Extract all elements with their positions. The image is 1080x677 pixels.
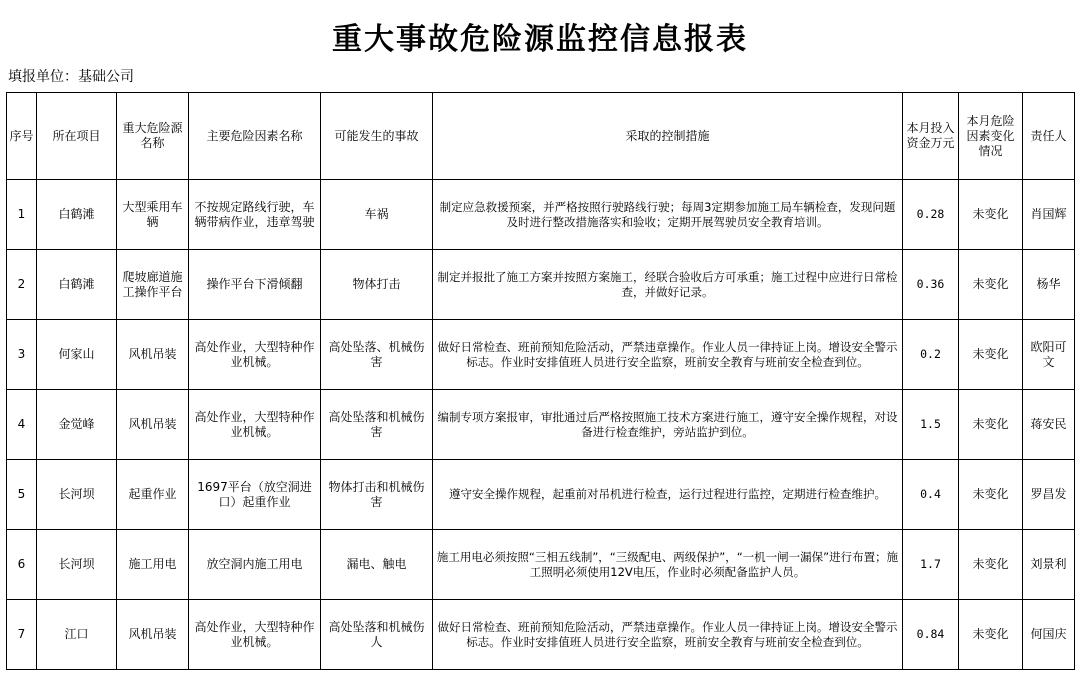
cell-risk-factors: 1697平台（放空洞进口）起重作业 — [189, 460, 321, 530]
cell-index: 6 — [7, 530, 37, 600]
cell-possible-accident: 漏电、触电 — [321, 530, 433, 600]
table-row — [7, 320, 1075, 390]
header-investment: 本月投入资金万元 — [903, 93, 959, 180]
table-row — [7, 530, 1075, 600]
cell-possible-accident: 车祸 — [321, 180, 433, 250]
cell-change-status: 未变化 — [959, 390, 1023, 460]
report-title: 重大事故危险源监控信息报表 — [332, 22, 748, 57]
cell-investment: 0.36 — [903, 250, 959, 320]
cell-responsible-person: 杨华 — [1023, 250, 1075, 320]
cell-hazard-source: 施工用电 — [117, 530, 189, 600]
cell-risk-factors: 操作平台下滑倾翻 — [189, 250, 321, 320]
header-index: 序号 — [7, 93, 37, 180]
cell-project: 长河坝 — [37, 460, 117, 530]
table-row — [7, 460, 1075, 530]
table-header-row — [7, 93, 1075, 180]
cell-responsible-person: 欧阳可文 — [1023, 320, 1075, 390]
cell-risk-factors: 高处作业，大型特种作业机械。 — [189, 320, 321, 390]
cell-index: 3 — [7, 320, 37, 390]
table-row — [7, 390, 1075, 460]
header-responsible-person: 责任人 — [1023, 93, 1075, 180]
cell-possible-accident: 高处坠落、机械伤害 — [321, 320, 433, 390]
cell-investment: 1.5 — [903, 390, 959, 460]
table-row — [7, 250, 1075, 320]
cell-project: 白鹤滩 — [37, 250, 117, 320]
cell-project: 金觉峰 — [37, 390, 117, 460]
cell-project: 何家山 — [37, 320, 117, 390]
header-hazard-source: 重大危险源名称 — [117, 93, 189, 180]
cell-investment: 0.28 — [903, 180, 959, 250]
cell-hazard-source: 风机吊装 — [117, 390, 189, 460]
cell-possible-accident: 物体打击 — [321, 250, 433, 320]
cell-control-measures: 做好日常检查、班前预知危险活动，严禁违章操作。作业人员一律持证上岗。增设安全警示标志。作业时安排值班人员进行安全监察，班前安全教育与班前安全检查到位。 — [433, 600, 903, 670]
cell-hazard-source: 风机吊装 — [117, 320, 189, 390]
cell-project: 长河坝 — [37, 530, 117, 600]
cell-index: 1 — [7, 180, 37, 250]
cell-change-status: 未变化 — [959, 250, 1023, 320]
cell-control-measures: 施工用电必须按照“三相五线制”，“三级配电、两级保护”，“一机一闸一漏保”进行布置；施工照明必须使用12V电压，作业时必须配备监护人员。 — [433, 530, 903, 600]
cell-control-measures: 遵守安全操作规程，起重前对吊机进行检查，运行过程进行监控，定期进行检查维护。 — [433, 460, 903, 530]
cell-investment: 1.7 — [903, 530, 959, 600]
cell-possible-accident: 高处坠落和机械伤人 — [321, 600, 433, 670]
header-possible-accident: 可能发生的事故 — [321, 93, 433, 180]
header-risk-factors: 主要危险因素名称 — [189, 93, 321, 180]
cell-hazard-source: 起重作业 — [117, 460, 189, 530]
cell-change-status: 未变化 — [959, 530, 1023, 600]
cell-change-status: 未变化 — [959, 600, 1023, 670]
table-row — [7, 180, 1075, 250]
cell-investment: 0.84 — [903, 600, 959, 670]
cell-risk-factors: 放空洞内施工用电 — [189, 530, 321, 600]
cell-index: 4 — [7, 390, 37, 460]
cell-investment: 0.2 — [903, 320, 959, 390]
cell-responsible-person: 何国庆 — [1023, 600, 1075, 670]
cell-possible-accident: 高处坠落和机械伤害 — [321, 390, 433, 460]
cell-possible-accident: 物体打击和机械伤害 — [321, 460, 433, 530]
cell-hazard-source: 大型乘用车辆 — [117, 180, 189, 250]
reporting-unit: 填报单位：基础公司 — [8, 69, 134, 85]
cell-hazard-source: 爬坡廊道施工操作平台 — [117, 250, 189, 320]
cell-change-status: 未变化 — [959, 180, 1023, 250]
cell-hazard-source: 风机吊装 — [117, 600, 189, 670]
cell-responsible-person: 肖国辉 — [1023, 180, 1075, 250]
cell-index: 7 — [7, 600, 37, 670]
cell-responsible-person: 刘景利 — [1023, 530, 1075, 600]
header-project: 所在项目 — [37, 93, 117, 180]
cell-responsible-person: 罗昌发 — [1023, 460, 1075, 530]
cell-risk-factors: 不按规定路线行驶，车辆带病作业，违章驾驶 — [189, 180, 321, 250]
cell-investment: 0.4 — [903, 460, 959, 530]
cell-project: 江口 — [37, 600, 117, 670]
cell-change-status: 未变化 — [959, 320, 1023, 390]
cell-control-measures: 制定应急救援预案，并严格按照行驶路线行驶；每周3定期参加施工局车辆检查，发现问题及时进行整改措施落实和验收；定期开展驾驶员安全教育培训。 — [433, 180, 903, 250]
header-change-status: 本月危险因素变化情况 — [959, 93, 1023, 180]
cell-risk-factors: 高处作业，大型特种作业机械。 — [189, 390, 321, 460]
hazard-table — [6, 92, 1075, 670]
cell-project: 白鹤滩 — [37, 180, 117, 250]
cell-control-measures: 编制专项方案报审，审批通过后严格按照施工技术方案进行施工，遵守安全操作规程，对设备进行检查维护，旁站监护到位。 — [433, 390, 903, 460]
cell-change-status: 未变化 — [959, 460, 1023, 530]
cell-control-measures: 制定并报批了施工方案并按照方案施工，经联合验收后方可承重；施工过程中应进行日常检查，并做好记录。 — [433, 250, 903, 320]
cell-control-measures: 做好日常检查、班前预知危险活动，严禁违章操作。作业人员一律持证上岗。增设安全警示标志。作业时安排值班人员进行安全监察，班前安全教育与班前安全检查到位。 — [433, 320, 903, 390]
cell-risk-factors: 高处作业，大型特种作业机械。 — [189, 600, 321, 670]
table-row — [7, 600, 1075, 670]
header-control-measures: 采取的控制措施 — [433, 93, 903, 180]
cell-responsible-person: 蒋安民 — [1023, 390, 1075, 460]
cell-index: 5 — [7, 460, 37, 530]
cell-index: 2 — [7, 250, 37, 320]
